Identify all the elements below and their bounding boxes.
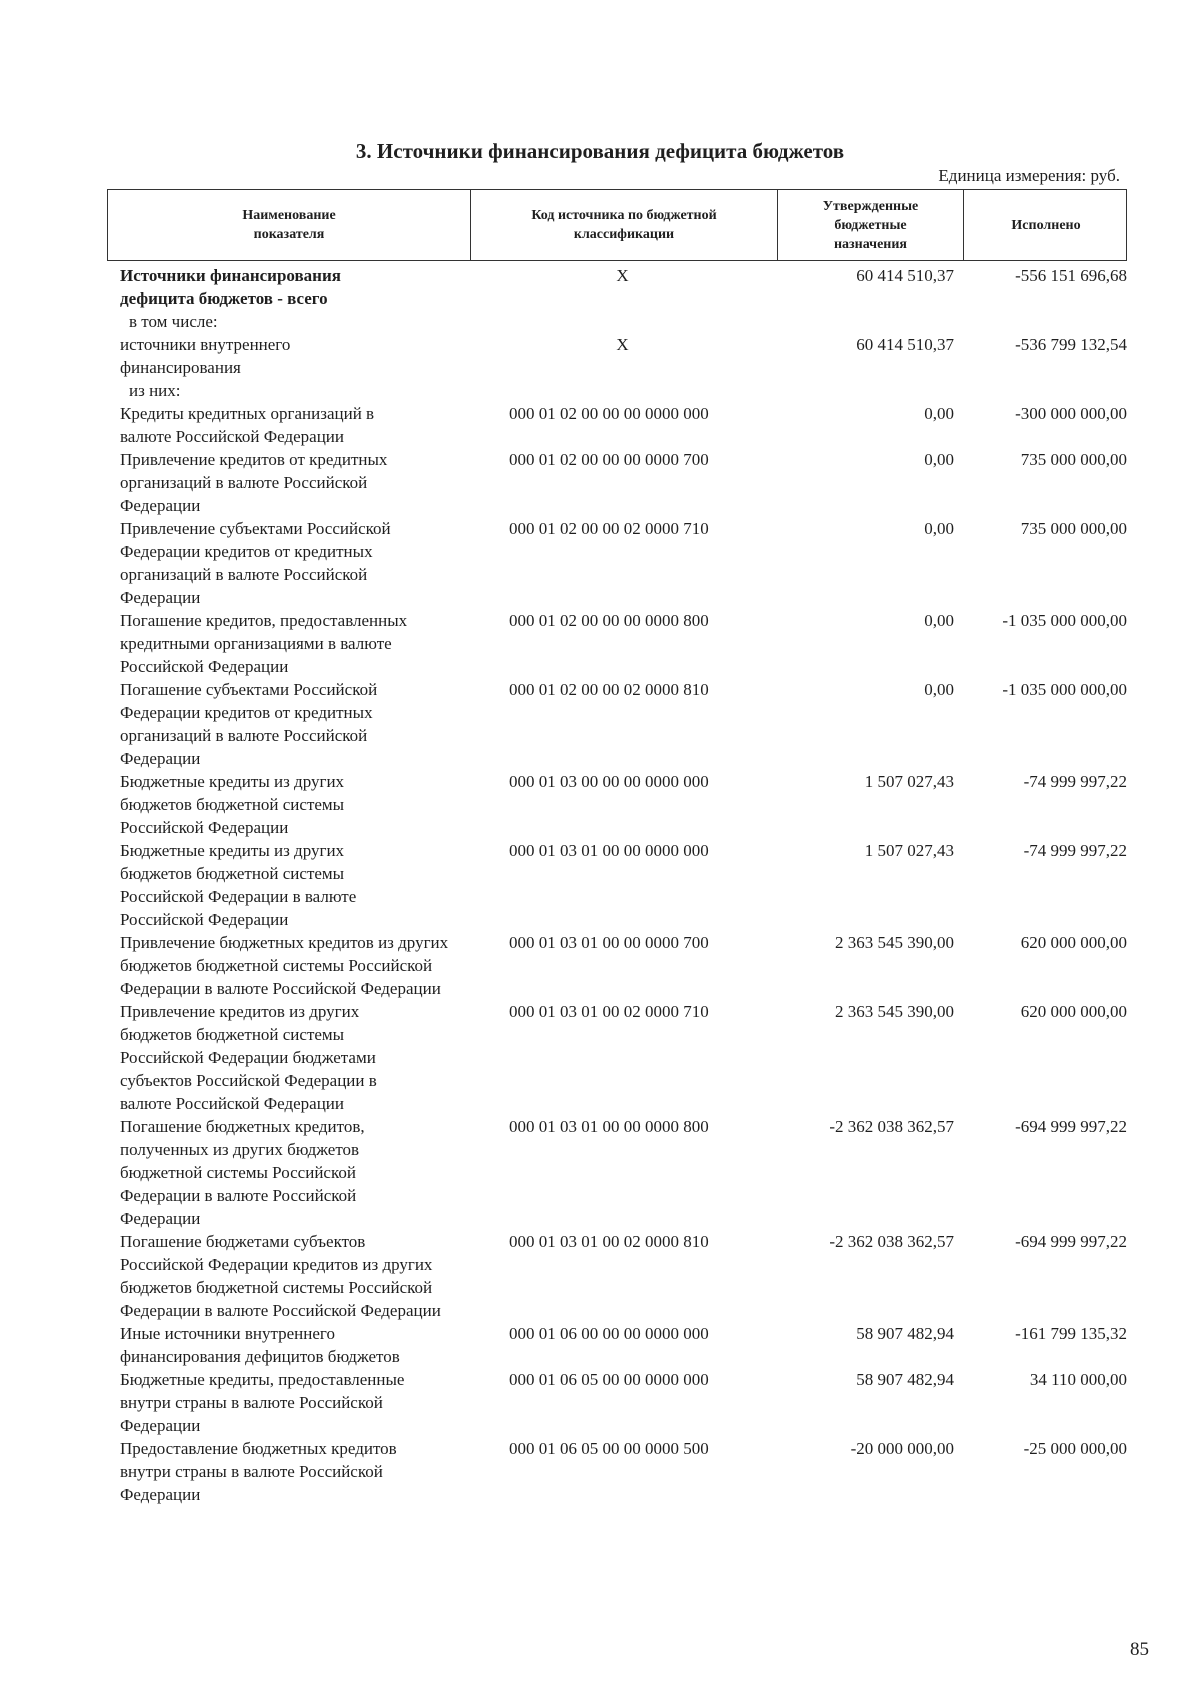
row-code: 000 01 06 00 00 00 0000 000 xyxy=(509,1324,709,1343)
table-row xyxy=(107,517,1127,609)
row-code: 000 01 03 01 00 02 0000 810 xyxy=(509,1232,709,1251)
table-row xyxy=(107,839,1127,931)
row-code: 000 01 02 00 00 02 0000 710 xyxy=(509,519,709,538)
row-name: Привлечение кредитов из других бюджетов бюджетной системы Российской Федерации бюджетами субъектов Российской Федерации в валюте Российской Федерации xyxy=(120,1002,377,1113)
page-title: 3. Источники финансирования дефицита бюджетов xyxy=(355,139,845,163)
row-code: X xyxy=(616,266,629,285)
table-header xyxy=(107,189,1127,261)
row-code: 000 01 03 01 00 00 0000 800 xyxy=(509,1117,709,1136)
row-name: Привлечение бюджетных кредитов из других бюджетов бюджетной системы Российской Федерации в валюте Российской Федерации xyxy=(120,933,449,998)
row-name: Погашение бюджетных кредитов, полученных из других бюджетов бюджетной системы Российской Федерации в валюте Российской Федерации xyxy=(120,1117,365,1228)
table-row xyxy=(107,261,1127,310)
row-approved: -20 000 000,00 xyxy=(850,1439,954,1458)
row-executed: 735 000 000,00 xyxy=(1020,519,1127,538)
row-executed: -74 999 997,22 xyxy=(1023,841,1127,860)
row-approved: 0,00 xyxy=(924,404,954,423)
row-approved: 60 414 510,37 xyxy=(856,266,954,285)
row-name: Иные источники внутреннего финансирования дефицитов бюджетов xyxy=(120,1324,400,1366)
row-code: 000 01 03 01 00 00 0000 700 xyxy=(509,933,709,952)
row-code: X xyxy=(616,335,629,354)
header-code-label: Код источника по бюджетной классификации xyxy=(531,208,717,242)
table-row xyxy=(107,310,1127,333)
row-executed: 735 000 000,00 xyxy=(1020,450,1127,469)
row-name: в том числе: xyxy=(129,312,218,331)
row-code: 000 01 03 01 00 02 0000 710 xyxy=(509,1002,709,1021)
unit-label: Единица измерения: руб. xyxy=(938,166,1120,185)
row-approved: -2 362 038 362,57 xyxy=(829,1117,954,1136)
row-executed: -74 999 997,22 xyxy=(1023,772,1127,791)
row-approved: 2 363 545 390,00 xyxy=(835,933,954,952)
row-approved: 0,00 xyxy=(924,450,954,469)
page-number: 85 xyxy=(1130,1639,1149,1660)
header-name-label: Наименование показателя xyxy=(242,208,336,242)
table-row xyxy=(107,678,1127,770)
table-body xyxy=(107,261,1127,1506)
row-executed: 620 000 000,00 xyxy=(1020,1002,1127,1021)
row-executed: -161 799 135,32 xyxy=(1015,1324,1127,1343)
row-approved: 58 907 482,94 xyxy=(856,1324,954,1343)
row-approved: -2 362 038 362,57 xyxy=(829,1232,954,1251)
row-code: 000 01 06 05 00 00 0000 000 xyxy=(509,1370,709,1389)
row-approved: 2 363 545 390,00 xyxy=(835,1002,954,1021)
row-approved: 0,00 xyxy=(924,519,954,538)
table-row xyxy=(107,402,1127,448)
header-code xyxy=(470,190,777,260)
row-executed: -25 000 000,00 xyxy=(1023,1439,1127,1458)
row-approved: 60 414 510,37 xyxy=(856,335,954,354)
row-code: 000 01 03 00 00 00 0000 000 xyxy=(509,772,709,791)
table-row xyxy=(107,1000,1127,1115)
row-approved: 1 507 027,43 xyxy=(864,841,954,860)
row-name: Привлечение субъектами Российской Федерации кредитов от кредитных организаций в валюте Российской Федерации xyxy=(120,519,391,607)
header-approved xyxy=(777,190,963,260)
header-executed-label: Исполнено xyxy=(1011,217,1081,233)
row-executed: -556 151 696,68 xyxy=(1015,266,1127,285)
header-name xyxy=(108,190,470,260)
row-executed: -1 035 000 000,00 xyxy=(1002,611,1127,630)
header-approved-label: Утвержденные бюджетные назначения xyxy=(822,198,919,252)
row-executed: -536 799 132,54 xyxy=(1015,335,1127,354)
row-name: Погашение субъектами Российской Федерации кредитов от кредитных организаций в валюте Российской Федерации xyxy=(120,680,378,768)
row-approved: 1 507 027,43 xyxy=(864,772,954,791)
row-executed: -1 035 000 000,00 xyxy=(1002,680,1127,699)
table-row xyxy=(107,931,1127,1000)
table-row xyxy=(107,333,1127,379)
row-executed: -694 999 997,22 xyxy=(1015,1232,1127,1251)
row-name: Погашение кредитов, предоставленных кредитными организациями в валюте Российской Федерации xyxy=(120,611,408,676)
row-executed: 34 110 000,00 xyxy=(1029,1370,1127,1389)
row-executed: 620 000 000,00 xyxy=(1020,933,1127,952)
row-executed: -300 000 000,00 xyxy=(1015,404,1127,423)
row-approved: 58 907 482,94 xyxy=(856,1370,954,1389)
row-code: 000 01 06 05 00 00 0000 500 xyxy=(509,1439,709,1458)
row-name: Погашение бюджетами субъектов Российской Федерации кредитов из других бюджетов бюджетной системы Российской Федерации в валюте Российской Федерации xyxy=(120,1232,441,1320)
row-name: Источники финансирования дефицита бюджетов - всего xyxy=(120,266,341,308)
financing-sources-table xyxy=(107,189,1127,1506)
table-row xyxy=(107,1437,1127,1506)
table-row xyxy=(107,1230,1127,1322)
table-row xyxy=(107,379,1127,402)
row-name: Бюджетные кредиты, предоставленные внутри страны в валюте Российской Федерации xyxy=(120,1370,405,1435)
header-executed xyxy=(963,190,1128,260)
row-name: Предоставление бюджетных кредитов внутри страны в валюте Российской Федерации xyxy=(120,1439,397,1504)
table-row xyxy=(107,448,1127,517)
row-name: Бюджетные кредиты из других бюджетов бюджетной системы Российской Федерации xyxy=(120,772,345,837)
row-code: 000 01 02 00 00 00 0000 000 xyxy=(509,404,709,423)
row-approved: 0,00 xyxy=(924,680,954,699)
row-executed: -694 999 997,22 xyxy=(1015,1117,1127,1136)
table-row xyxy=(107,1115,1127,1230)
row-name: Кредиты кредитных организаций в валюте Российской Федерации xyxy=(120,404,375,446)
table-row xyxy=(107,770,1127,839)
row-name: Привлечение кредитов от кредитных организаций в валюте Российской Федерации xyxy=(120,450,388,515)
table-row xyxy=(107,1322,1127,1368)
table-row xyxy=(107,1368,1127,1437)
row-code: 000 01 02 00 00 00 0000 700 xyxy=(509,450,709,469)
row-name: Бюджетные кредиты из других бюджетов бюджетной системы Российской Федерации в валюте Российской Федерации xyxy=(120,841,357,929)
table-row xyxy=(107,609,1127,678)
row-name: из них: xyxy=(129,381,181,400)
row-code: 000 01 03 01 00 00 0000 000 xyxy=(509,841,709,860)
row-code: 000 01 02 00 00 00 0000 800 xyxy=(509,611,709,630)
row-approved: 0,00 xyxy=(924,611,954,630)
row-code: 000 01 02 00 00 02 0000 810 xyxy=(509,680,709,699)
row-name: источники внутреннего финансирования xyxy=(120,335,291,377)
